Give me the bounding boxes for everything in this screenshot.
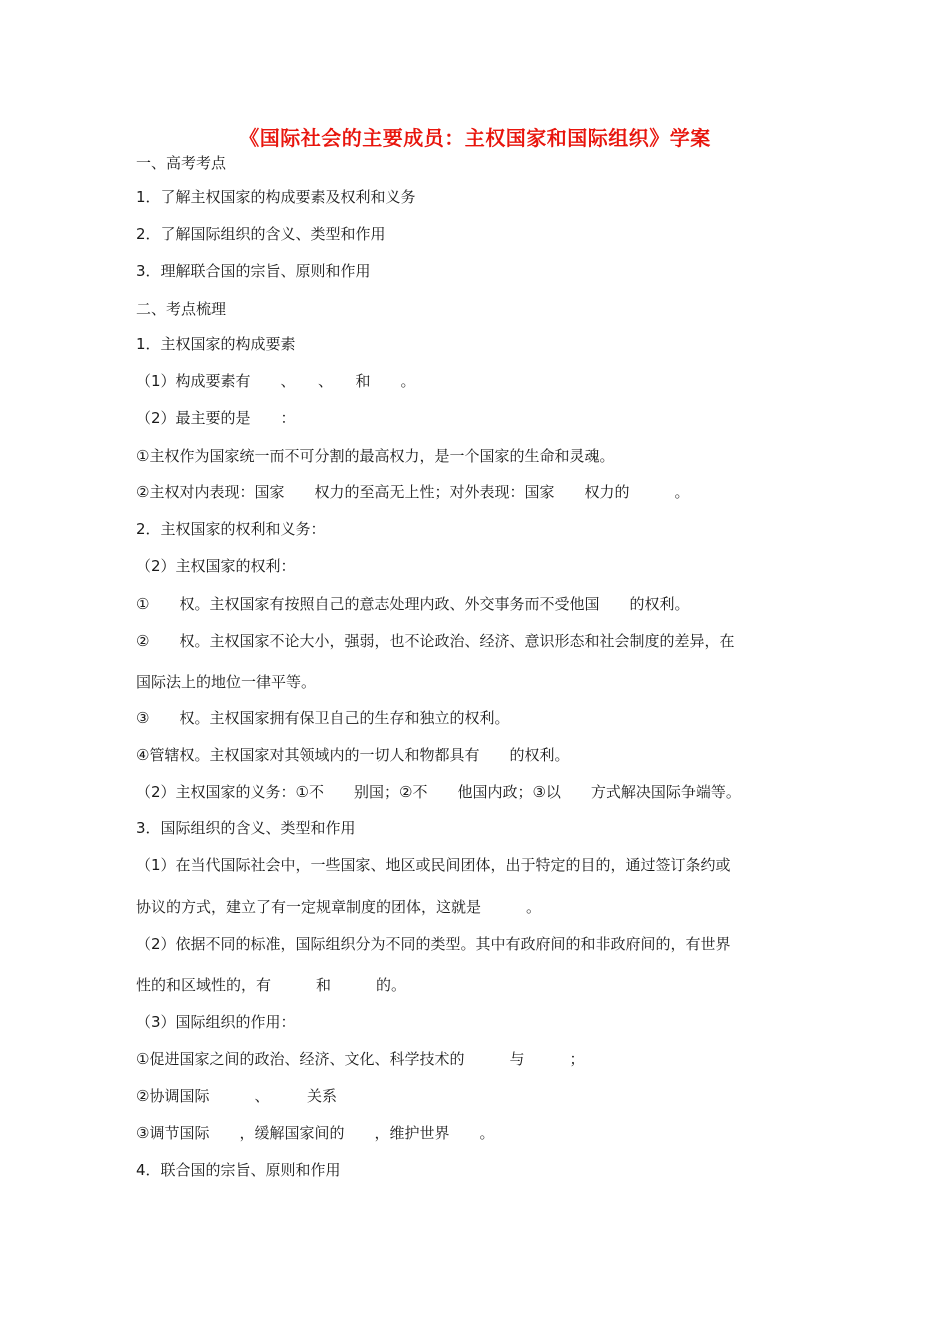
text-line: ②协调国际 、 关系 [136, 1087, 337, 1105]
document-title: 《国际社会的主要成员：主权国家和国际组织》学案 [239, 126, 711, 150]
text-line: ④管辖权。主权国家对其领域内的一切人和物都具有 的权利。 [136, 746, 570, 764]
section-heading-review: 二、考点梳理 [136, 300, 227, 318]
text-line: 国际法上的地位一律平等。 [136, 673, 317, 691]
subsection-heading: 2．主权国家的权利和义务： [136, 520, 326, 538]
subsection-heading: 4．联合国的宗旨、原则和作用 [136, 1161, 341, 1179]
text-line: ① 权。主权国家有按照自己的意志处理内政、外交事务而不受他国 的权利。 [136, 595, 690, 613]
text-line: ①主权作为国家统一而不可分割的最高权力，是一个国家的生命和灵魂。 [136, 447, 615, 465]
text-line: （2）最主要的是 ： [136, 409, 296, 427]
text-line: ③ 权。主权国家拥有保卫自己的生存和独立的权利。 [136, 709, 510, 727]
text-line: 协议的方式，建立了有一定规章制度的团体，这就是 。 [136, 898, 542, 916]
subsection-heading: 3．国际组织的含义、类型和作用 [136, 819, 356, 837]
text-line: （1）在当代国际社会中，一些国家、地区或民间团体，出于特定的目的，通过签订条约或 [136, 856, 731, 874]
text-line: （2）主权国家的权利： [136, 557, 296, 575]
text-line: （2）主权国家的义务：①不 别国；②不 他国内政；③以 方式解决国际争端等。 [136, 783, 741, 801]
exam-point-item: 3．理解联合国的宗旨、原则和作用 [136, 262, 371, 280]
text-line: ③调节国际 ，缓解国家间的 ，维护世界 。 [136, 1124, 495, 1142]
exam-point-item: 1．了解主权国家的构成要素及权利和义务 [136, 188, 416, 206]
text-line: 性的和区域性的，有 和 的。 [136, 976, 407, 994]
section-heading-exam-points: 一、高考考点 [136, 154, 227, 172]
text-line: （2）依据不同的标准，国际组织分为不同的类型。其中有政府间的和非政府间的，有世界 [136, 935, 731, 953]
exam-point-item: 2．了解国际组织的含义、类型和作用 [136, 225, 386, 243]
subsection-heading: 1．主权国家的构成要素 [136, 335, 296, 353]
text-line: （3）国际组织的作用： [136, 1013, 296, 1031]
text-line: （1）构成要素有 、 、 和 。 [136, 372, 416, 390]
text-line: ② 权。主权国家不论大小，强弱，也不论政治、经济、意识形态和社会制度的差异，在 [136, 632, 735, 650]
text-line: ①促进国家之间的政治、经济、文化、科学技术的 与 ； [136, 1050, 585, 1068]
text-line: ②主权对内表现：国家 权力的至高无上性；对外表现：国家 权力的 。 [136, 483, 690, 501]
